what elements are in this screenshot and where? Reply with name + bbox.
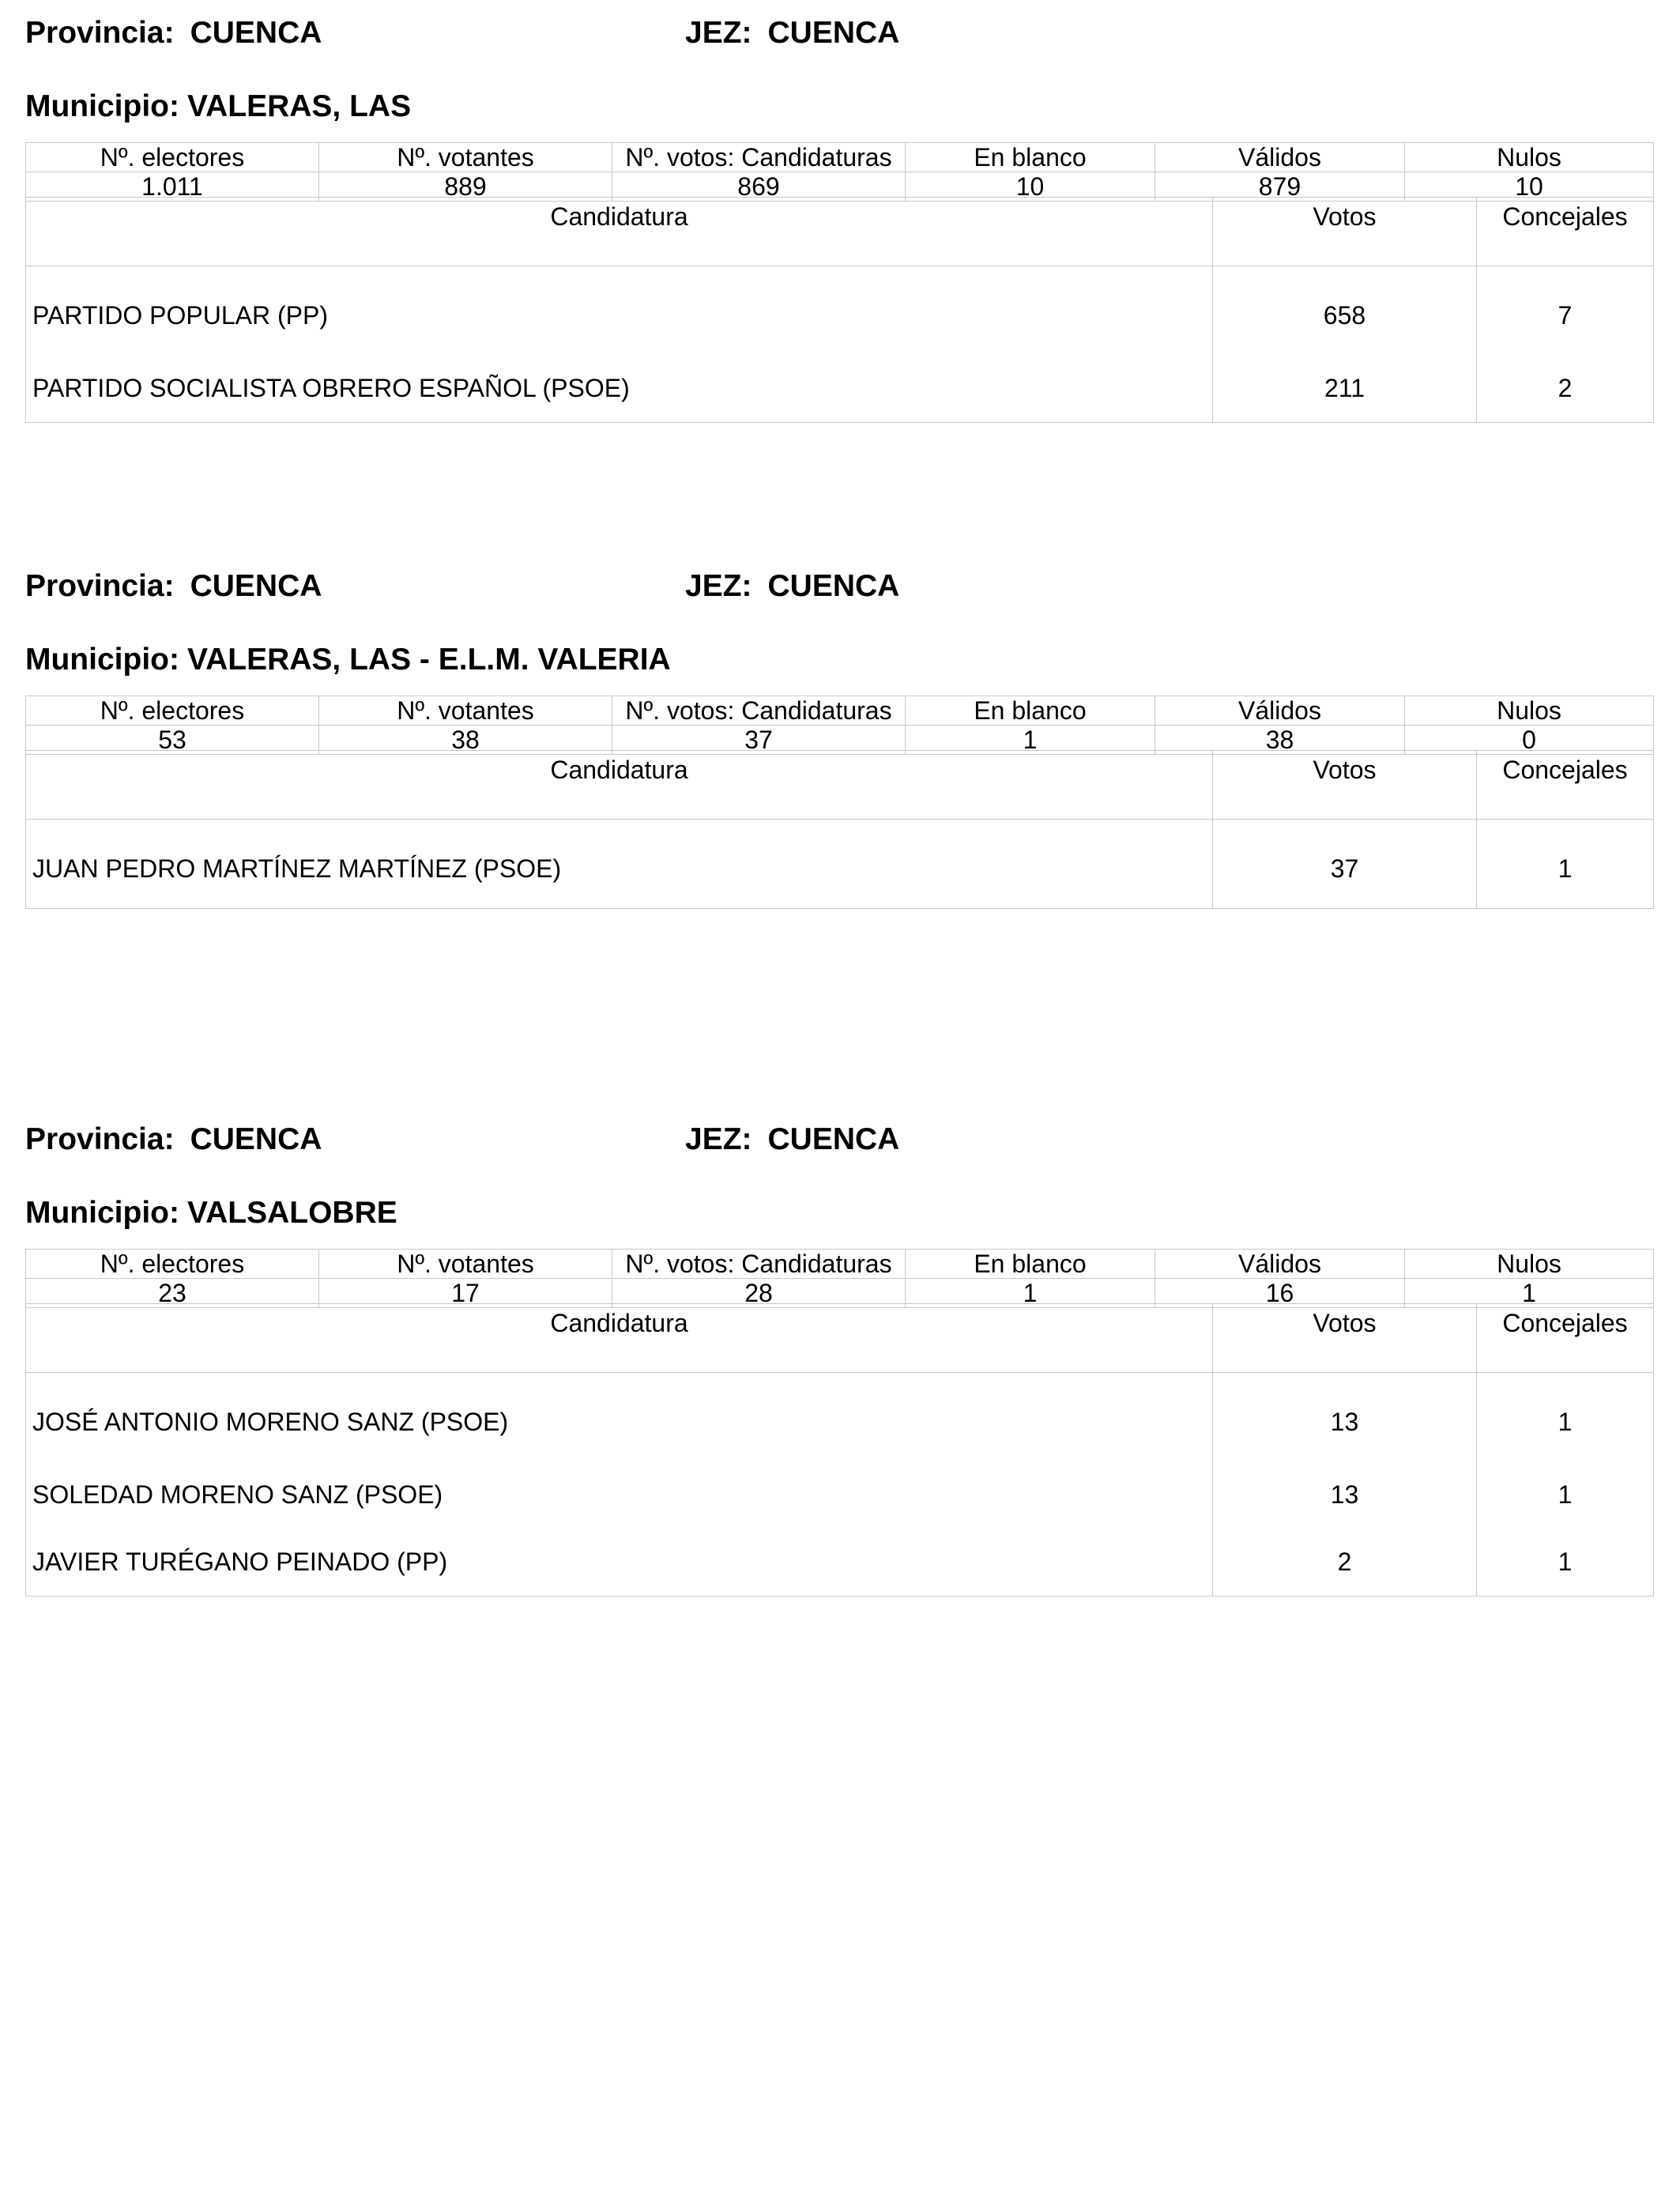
provincia-heading bbox=[25, 1124, 322, 1155]
candidatura-concejales: 1 bbox=[1477, 1461, 1654, 1529]
stats-header-cell: Nº. electores bbox=[26, 143, 319, 172]
stats-value-cell: 38 bbox=[1155, 726, 1405, 755]
candidatura-header-cell: Candidatura bbox=[26, 1304, 1213, 1373]
candidatura-name: PARTIDO SOCIALISTA OBRERO ESPAÑOL (PSOE) bbox=[26, 355, 1213, 423]
stats-value-cell: 28 bbox=[612, 1279, 906, 1308]
jez-heading bbox=[685, 17, 899, 48]
candidatura-votos: 2 bbox=[1213, 1529, 1477, 1596]
candidatura-header-row bbox=[26, 751, 1654, 820]
candidatura-votos: 13 bbox=[1213, 1373, 1477, 1462]
candidatura-votos: 211 bbox=[1213, 355, 1477, 423]
provincia-label: Provincia: bbox=[25, 16, 175, 50]
stats-table bbox=[25, 1249, 1654, 1308]
municipio-value: VALERAS, LAS bbox=[186, 89, 412, 123]
stats-header-cell: Nulos bbox=[1405, 143, 1654, 172]
provincia-value: CUENCA bbox=[190, 16, 322, 50]
municipio-label: Municipio: bbox=[25, 89, 179, 123]
municipio-heading bbox=[25, 1197, 397, 1228]
candidatura-concejales: 1 bbox=[1477, 1373, 1654, 1462]
candidatura-row bbox=[26, 355, 1654, 423]
candidatura-header-row bbox=[26, 1304, 1654, 1373]
stats-header-cell: Nº. electores bbox=[26, 696, 319, 726]
provincia-label: Provincia: bbox=[25, 569, 175, 603]
stats-header-cell: Nulos bbox=[1405, 1250, 1654, 1279]
stats-header-cell: Nº. votos: Candidaturas bbox=[612, 143, 906, 172]
candidatura-row bbox=[26, 266, 1654, 356]
candidatura-row bbox=[26, 820, 1654, 909]
candidatura-header-cell: Votos bbox=[1213, 198, 1477, 266]
municipio-value: VALSALOBRE bbox=[186, 1196, 397, 1230]
stats-value-cell: 16 bbox=[1155, 1279, 1405, 1308]
candidatura-name: SOLEDAD MORENO SANZ (PSOE) bbox=[26, 1461, 1213, 1529]
stats-value-cell: 10 bbox=[1405, 172, 1654, 202]
candidatura-name: PARTIDO POPULAR (PP) bbox=[26, 266, 1213, 356]
stats-value-cell: 879 bbox=[1155, 172, 1405, 202]
candidatura-concejales: 1 bbox=[1477, 820, 1654, 909]
candidatura-name: JUAN PEDRO MARTÍNEZ MARTÍNEZ (PSOE) bbox=[26, 820, 1213, 909]
stats-header-row bbox=[26, 143, 1654, 172]
candidatura-header-cell: Concejales bbox=[1477, 198, 1654, 266]
stats-value-cell: 1.011 bbox=[26, 172, 319, 202]
municipio-heading bbox=[25, 91, 411, 122]
stats-header-cell: Nº. votos: Candidaturas bbox=[612, 696, 906, 726]
candidatura-concejales: 1 bbox=[1477, 1529, 1654, 1596]
stats-value-cell: 869 bbox=[612, 172, 906, 202]
jez-label: JEZ: bbox=[685, 1122, 752, 1156]
candidatura-row bbox=[26, 1529, 1654, 1596]
candidatura-table bbox=[25, 1303, 1654, 1596]
provincia-value: CUENCA bbox=[190, 1122, 322, 1156]
jez-label: JEZ: bbox=[685, 569, 752, 603]
candidatura-table bbox=[25, 197, 1654, 423]
candidatura-name: JOSÉ ANTONIO MORENO SANZ (PSOE) bbox=[26, 1373, 1213, 1462]
municipio-section bbox=[25, 1124, 1653, 1661]
stats-header-cell: Nº. electores bbox=[26, 1250, 319, 1279]
stats-table bbox=[25, 142, 1654, 202]
stats-value-cell: 1 bbox=[1405, 1279, 1654, 1308]
provincia-heading bbox=[25, 17, 322, 48]
municipio-section bbox=[25, 17, 1653, 555]
stats-value-cell: 53 bbox=[26, 726, 319, 755]
stats-header-cell: Nº. votantes bbox=[319, 143, 612, 172]
stats-header-cell: En blanco bbox=[906, 1250, 1155, 1279]
stats-header-cell: En blanco bbox=[906, 696, 1155, 726]
stats-header-cell: Válidos bbox=[1155, 696, 1405, 726]
candidatura-header-cell: Concejales bbox=[1477, 1304, 1654, 1373]
stats-value-cell: 1 bbox=[906, 1279, 1155, 1308]
municipio-label: Municipio: bbox=[25, 643, 179, 677]
stats-table bbox=[25, 696, 1654, 755]
candidatura-table bbox=[25, 750, 1654, 909]
candidatura-row bbox=[26, 1373, 1654, 1462]
jez-value: CUENCA bbox=[767, 16, 900, 50]
stats-value-cell: 38 bbox=[319, 726, 612, 755]
stats-header-cell: Nulos bbox=[1405, 696, 1654, 726]
stats-value-cell: 0 bbox=[1405, 726, 1654, 755]
stats-header-cell: Válidos bbox=[1155, 143, 1405, 172]
provincia-heading bbox=[25, 571, 322, 601]
jez-heading bbox=[685, 1124, 899, 1155]
candidatura-votos: 13 bbox=[1213, 1461, 1477, 1529]
municipio-section bbox=[25, 571, 1653, 1108]
stats-header-cell: Válidos bbox=[1155, 1250, 1405, 1279]
stats-value-cell: 17 bbox=[319, 1279, 612, 1308]
provincia-label: Provincia: bbox=[25, 1122, 175, 1156]
candidatura-concejales: 7 bbox=[1477, 266, 1654, 356]
stats-value-cell: 889 bbox=[319, 172, 612, 202]
jez-heading bbox=[685, 571, 899, 601]
stats-header-cell: En blanco bbox=[906, 143, 1155, 172]
candidatura-header-cell: Votos bbox=[1213, 1304, 1477, 1373]
stats-value-cell: 23 bbox=[26, 1279, 319, 1308]
candidatura-concejales: 2 bbox=[1477, 355, 1654, 423]
stats-header-cell: Nº. votantes bbox=[319, 1250, 612, 1279]
jez-label: JEZ: bbox=[685, 16, 752, 50]
candidatura-header-row bbox=[26, 198, 1654, 266]
candidatura-header-cell: Candidatura bbox=[26, 198, 1213, 266]
candidatura-name: JAVIER TURÉGANO PEINADO (PP) bbox=[26, 1529, 1213, 1596]
municipio-heading bbox=[25, 644, 671, 675]
jez-value: CUENCA bbox=[767, 569, 900, 603]
stats-value-cell: 1 bbox=[906, 726, 1155, 755]
candidatura-votos: 37 bbox=[1213, 820, 1477, 909]
candidatura-votos: 658 bbox=[1213, 266, 1477, 356]
stats-header-cell: Nº. votantes bbox=[319, 696, 612, 726]
municipio-value: VALERAS, LAS - E.L.M. VALERIA bbox=[186, 643, 671, 677]
candidatura-header-cell: Votos bbox=[1213, 751, 1477, 820]
municipio-label: Municipio: bbox=[25, 1196, 179, 1230]
jez-value: CUENCA bbox=[767, 1122, 900, 1156]
provincia-value: CUENCA bbox=[190, 569, 322, 603]
stats-header-row bbox=[26, 1250, 1654, 1279]
stats-header-cell: Nº. votos: Candidaturas bbox=[612, 1250, 906, 1279]
stats-header-row bbox=[26, 696, 1654, 726]
candidatura-header-cell: Candidatura bbox=[26, 751, 1213, 820]
stats-value-cell: 10 bbox=[906, 172, 1155, 202]
stats-value-cell: 37 bbox=[612, 726, 906, 755]
candidatura-header-cell: Concejales bbox=[1477, 751, 1654, 820]
candidatura-row bbox=[26, 1461, 1654, 1529]
